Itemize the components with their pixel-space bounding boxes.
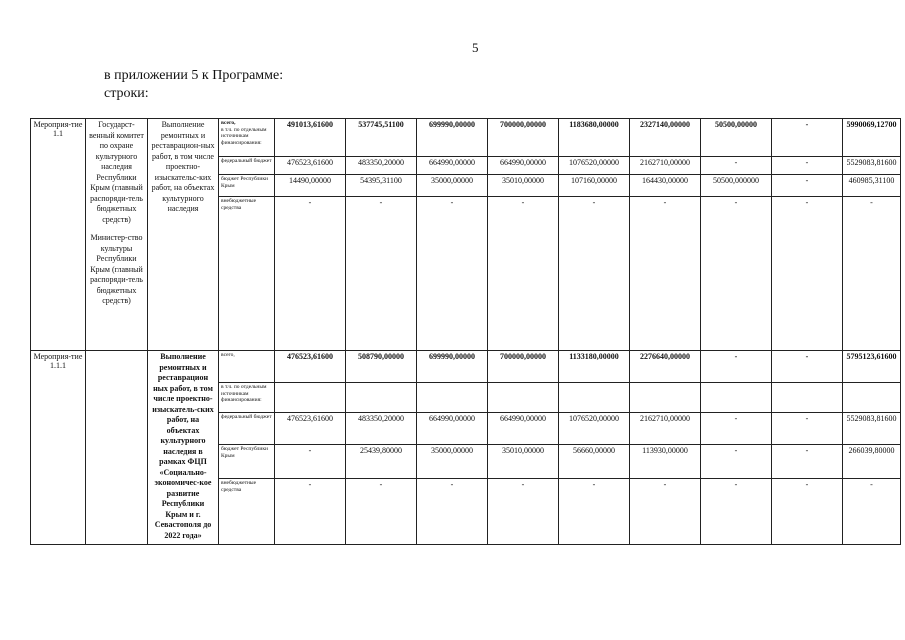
value-cell: 50500,00000 <box>701 119 772 157</box>
value-cell: - <box>417 197 488 351</box>
value-cell: 5529083,81600 <box>843 413 901 445</box>
value-cell <box>275 383 346 413</box>
value-cell <box>417 383 488 413</box>
value-cell: 35000,00000 <box>417 445 488 479</box>
value-cell: - <box>772 175 843 197</box>
value-cell: - <box>488 479 559 545</box>
value-cell: - <box>772 119 843 157</box>
value-cell: - <box>701 479 772 545</box>
value-cell: - <box>701 351 772 383</box>
value-cell <box>843 383 901 413</box>
value-cell: - <box>275 197 346 351</box>
value-cell: 1133180,00000 <box>559 351 630 383</box>
funding-source: федеральный бюджет <box>219 157 275 175</box>
funding-source-note: в т.ч. по отдельным источникам финансирования: <box>221 126 267 146</box>
value-cell: - <box>701 413 772 445</box>
value-cell: 107160,00000 <box>559 175 630 197</box>
value-cell: - <box>843 197 901 351</box>
measure-id: Мероприя-тие 1.1.1 <box>31 351 86 545</box>
responsible-org-1: Государст-венный комитет по охране культурного наследия Республики Крым (главный распоряди-тель бюджетных средств) <box>89 120 144 224</box>
funding-source: всего, <box>219 351 275 383</box>
value-cell: 14490,00000 <box>275 175 346 197</box>
value-cell: - <box>772 445 843 479</box>
table-row <box>31 351 901 383</box>
value-cell: - <box>275 445 346 479</box>
value-cell: - <box>772 479 843 545</box>
value-cell: 54395,31100 <box>346 175 417 197</box>
value-cell: 700000,00000 <box>488 351 559 383</box>
value-cell: - <box>701 157 772 175</box>
funding-source: внебюджетные средства <box>219 197 275 351</box>
value-cell: - <box>772 197 843 351</box>
value-cell: 476523,61600 <box>275 351 346 383</box>
value-cell: 537745,51100 <box>346 119 417 157</box>
value-cell: 5795123,61600 <box>843 351 901 383</box>
funding-source: бюджет Республики Крым <box>219 445 275 479</box>
value-cell: 491013,61600 <box>275 119 346 157</box>
funding-source: в т.ч. по отдельным источникам финансирования: <box>219 383 275 413</box>
value-cell: - <box>701 445 772 479</box>
value-cell: - <box>772 351 843 383</box>
value-cell: 35000,00000 <box>417 175 488 197</box>
value-cell: - <box>630 479 701 545</box>
page-number: 5 <box>472 40 479 55</box>
value-cell: - <box>346 479 417 545</box>
responsible-org <box>86 119 148 351</box>
value-cell: 508790,00000 <box>346 351 417 383</box>
value-cell: 5529083,81600 <box>843 157 901 175</box>
value-cell: - <box>346 197 417 351</box>
funding-source: бюджет Республики Крым <box>219 175 275 197</box>
value-cell: 664990,00000 <box>417 413 488 445</box>
value-cell: - <box>559 479 630 545</box>
value-cell: 113930,00000 <box>630 445 701 479</box>
value-cell: 5990069,12700 <box>843 119 901 157</box>
value-cell: 35010,00000 <box>488 175 559 197</box>
value-cell: - <box>772 157 843 175</box>
intro-line-2: строки: <box>104 86 149 101</box>
value-cell: - <box>488 197 559 351</box>
funding-source: внебюджетные средства <box>219 479 275 545</box>
value-cell: - <box>630 197 701 351</box>
value-cell: 664990,00000 <box>417 157 488 175</box>
measure-id: Мероприя-тие 1.1 <box>31 119 86 351</box>
value-cell: 700000,00000 <box>488 119 559 157</box>
value-cell: 699990,00000 <box>417 119 488 157</box>
value-cell: 56660,00000 <box>559 445 630 479</box>
value-cell: 483350,20000 <box>346 157 417 175</box>
value-cell: 164430,00000 <box>630 175 701 197</box>
value-cell: 664990,00000 <box>488 157 559 175</box>
responsible-org <box>86 351 148 545</box>
value-cell: 476523,61600 <box>275 413 346 445</box>
value-cell: - <box>417 479 488 545</box>
value-cell: 699990,00000 <box>417 351 488 383</box>
value-cell: - <box>843 479 901 545</box>
value-cell: 483350,20000 <box>346 413 417 445</box>
value-cell: 1076520,00000 <box>559 157 630 175</box>
responsible-org-2: Министер-ство культуры Республики Крым (главный распоряди-тель бюджетных средств) <box>90 233 143 305</box>
value-cell: - <box>772 413 843 445</box>
funding-source: федеральный бюджет <box>219 413 275 445</box>
value-cell <box>701 383 772 413</box>
measure-description: Выполнение ремонтных и реставрацион-ных работ, в том числе проектно-изыскательс-ких работ, на объектах культурного наследия <box>148 119 219 351</box>
value-cell: 664990,00000 <box>488 413 559 445</box>
value-cell: 1076520,00000 <box>559 413 630 445</box>
table-row <box>31 119 901 157</box>
value-cell: - <box>559 197 630 351</box>
value-cell <box>559 383 630 413</box>
measure-description: Выполнение ремонтных и реставрацион ных работ, в том числе проектно-изыскатель-ских работ, на объектах культурного наследия в рамках ФЦП «Социально-экономичес-кое развитие Республики Крым и г. Севастополя до 2022 года» <box>148 351 219 545</box>
value-cell <box>772 383 843 413</box>
value-cell: 460985,31100 <box>843 175 901 197</box>
value-cell: - <box>275 479 346 545</box>
value-cell: 35010,00000 <box>488 445 559 479</box>
budget-table <box>30 118 901 545</box>
value-cell <box>488 383 559 413</box>
value-cell: 2162710,00000 <box>630 413 701 445</box>
value-cell <box>346 383 417 413</box>
value-cell: 2327140,00000 <box>630 119 701 157</box>
value-cell: 266039,80000 <box>843 445 901 479</box>
value-cell: 25439,80000 <box>346 445 417 479</box>
intro-line-1: в приложении 5 к Программе: <box>104 68 284 83</box>
value-cell: - <box>701 197 772 351</box>
value-cell: 1183680,00000 <box>559 119 630 157</box>
value-cell: 2276640,00000 <box>630 351 701 383</box>
value-cell: 50500,000000 <box>701 175 772 197</box>
value-cell: 2162710,00000 <box>630 157 701 175</box>
value-cell: 476523,61600 <box>275 157 346 175</box>
value-cell <box>630 383 701 413</box>
funding-source: всего, в т.ч. по отдельным источникам финансирования: <box>219 119 275 157</box>
